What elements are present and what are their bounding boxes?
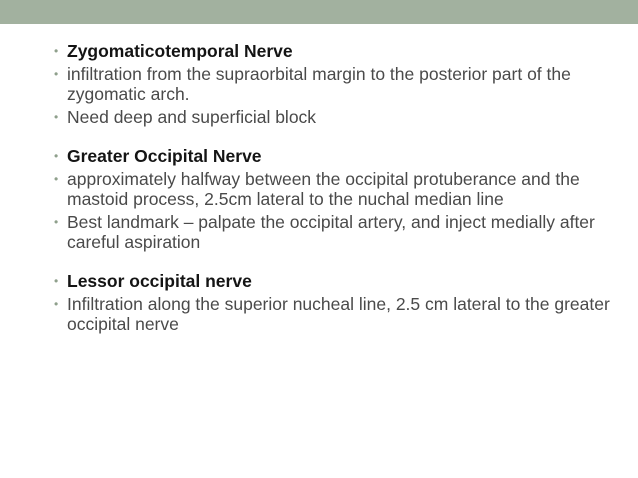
bullet-heading-lessor-occipital: [54, 271, 614, 291]
bullet-dot: •: [54, 274, 59, 288]
bullet-dot: •: [54, 44, 59, 58]
header-band: [0, 0, 638, 24]
bullet-list: [54, 41, 614, 337]
bullet-text: Need deep and superficial block: [67, 107, 317, 127]
bullet-dot: •: [54, 110, 59, 124]
bullet-dot: •: [54, 215, 59, 229]
bullet-dot: •: [54, 172, 59, 186]
bullet-heading-greater-occipital: [54, 146, 614, 166]
bullet-item: [54, 107, 614, 127]
bullet-item: [54, 212, 614, 252]
bullet-item: [54, 294, 614, 334]
bullet-dot: •: [54, 149, 59, 163]
bullet-dot: •: [54, 67, 59, 81]
bullet-item: [54, 169, 614, 209]
bullet-text: Best landmark – palpate the occipital artery, and inject medially after careful aspiration: [67, 212, 595, 252]
bullet-text: Greater Occipital Nerve: [67, 146, 262, 166]
bullet-text: Zygomaticotemporal Nerve: [67, 41, 293, 61]
bullet-text: Lessor occipital nerve: [67, 271, 252, 291]
bullet-item: [54, 64, 614, 104]
bullet-text: approximately halfway between the occipital protuberance and the mastoid process, 2.5cm lateral to the nuchal median line: [67, 169, 580, 209]
bullet-dot: •: [54, 297, 59, 311]
bullet-heading-zygomaticotemporal: [54, 41, 614, 61]
bullet-text: infiltration from the supraorbital margin to the posterior part of the zygomatic arch.: [67, 64, 571, 104]
bullet-text: Infiltration along the superior nucheal line, 2.5 cm lateral to the greater occipital nerve: [67, 294, 610, 334]
